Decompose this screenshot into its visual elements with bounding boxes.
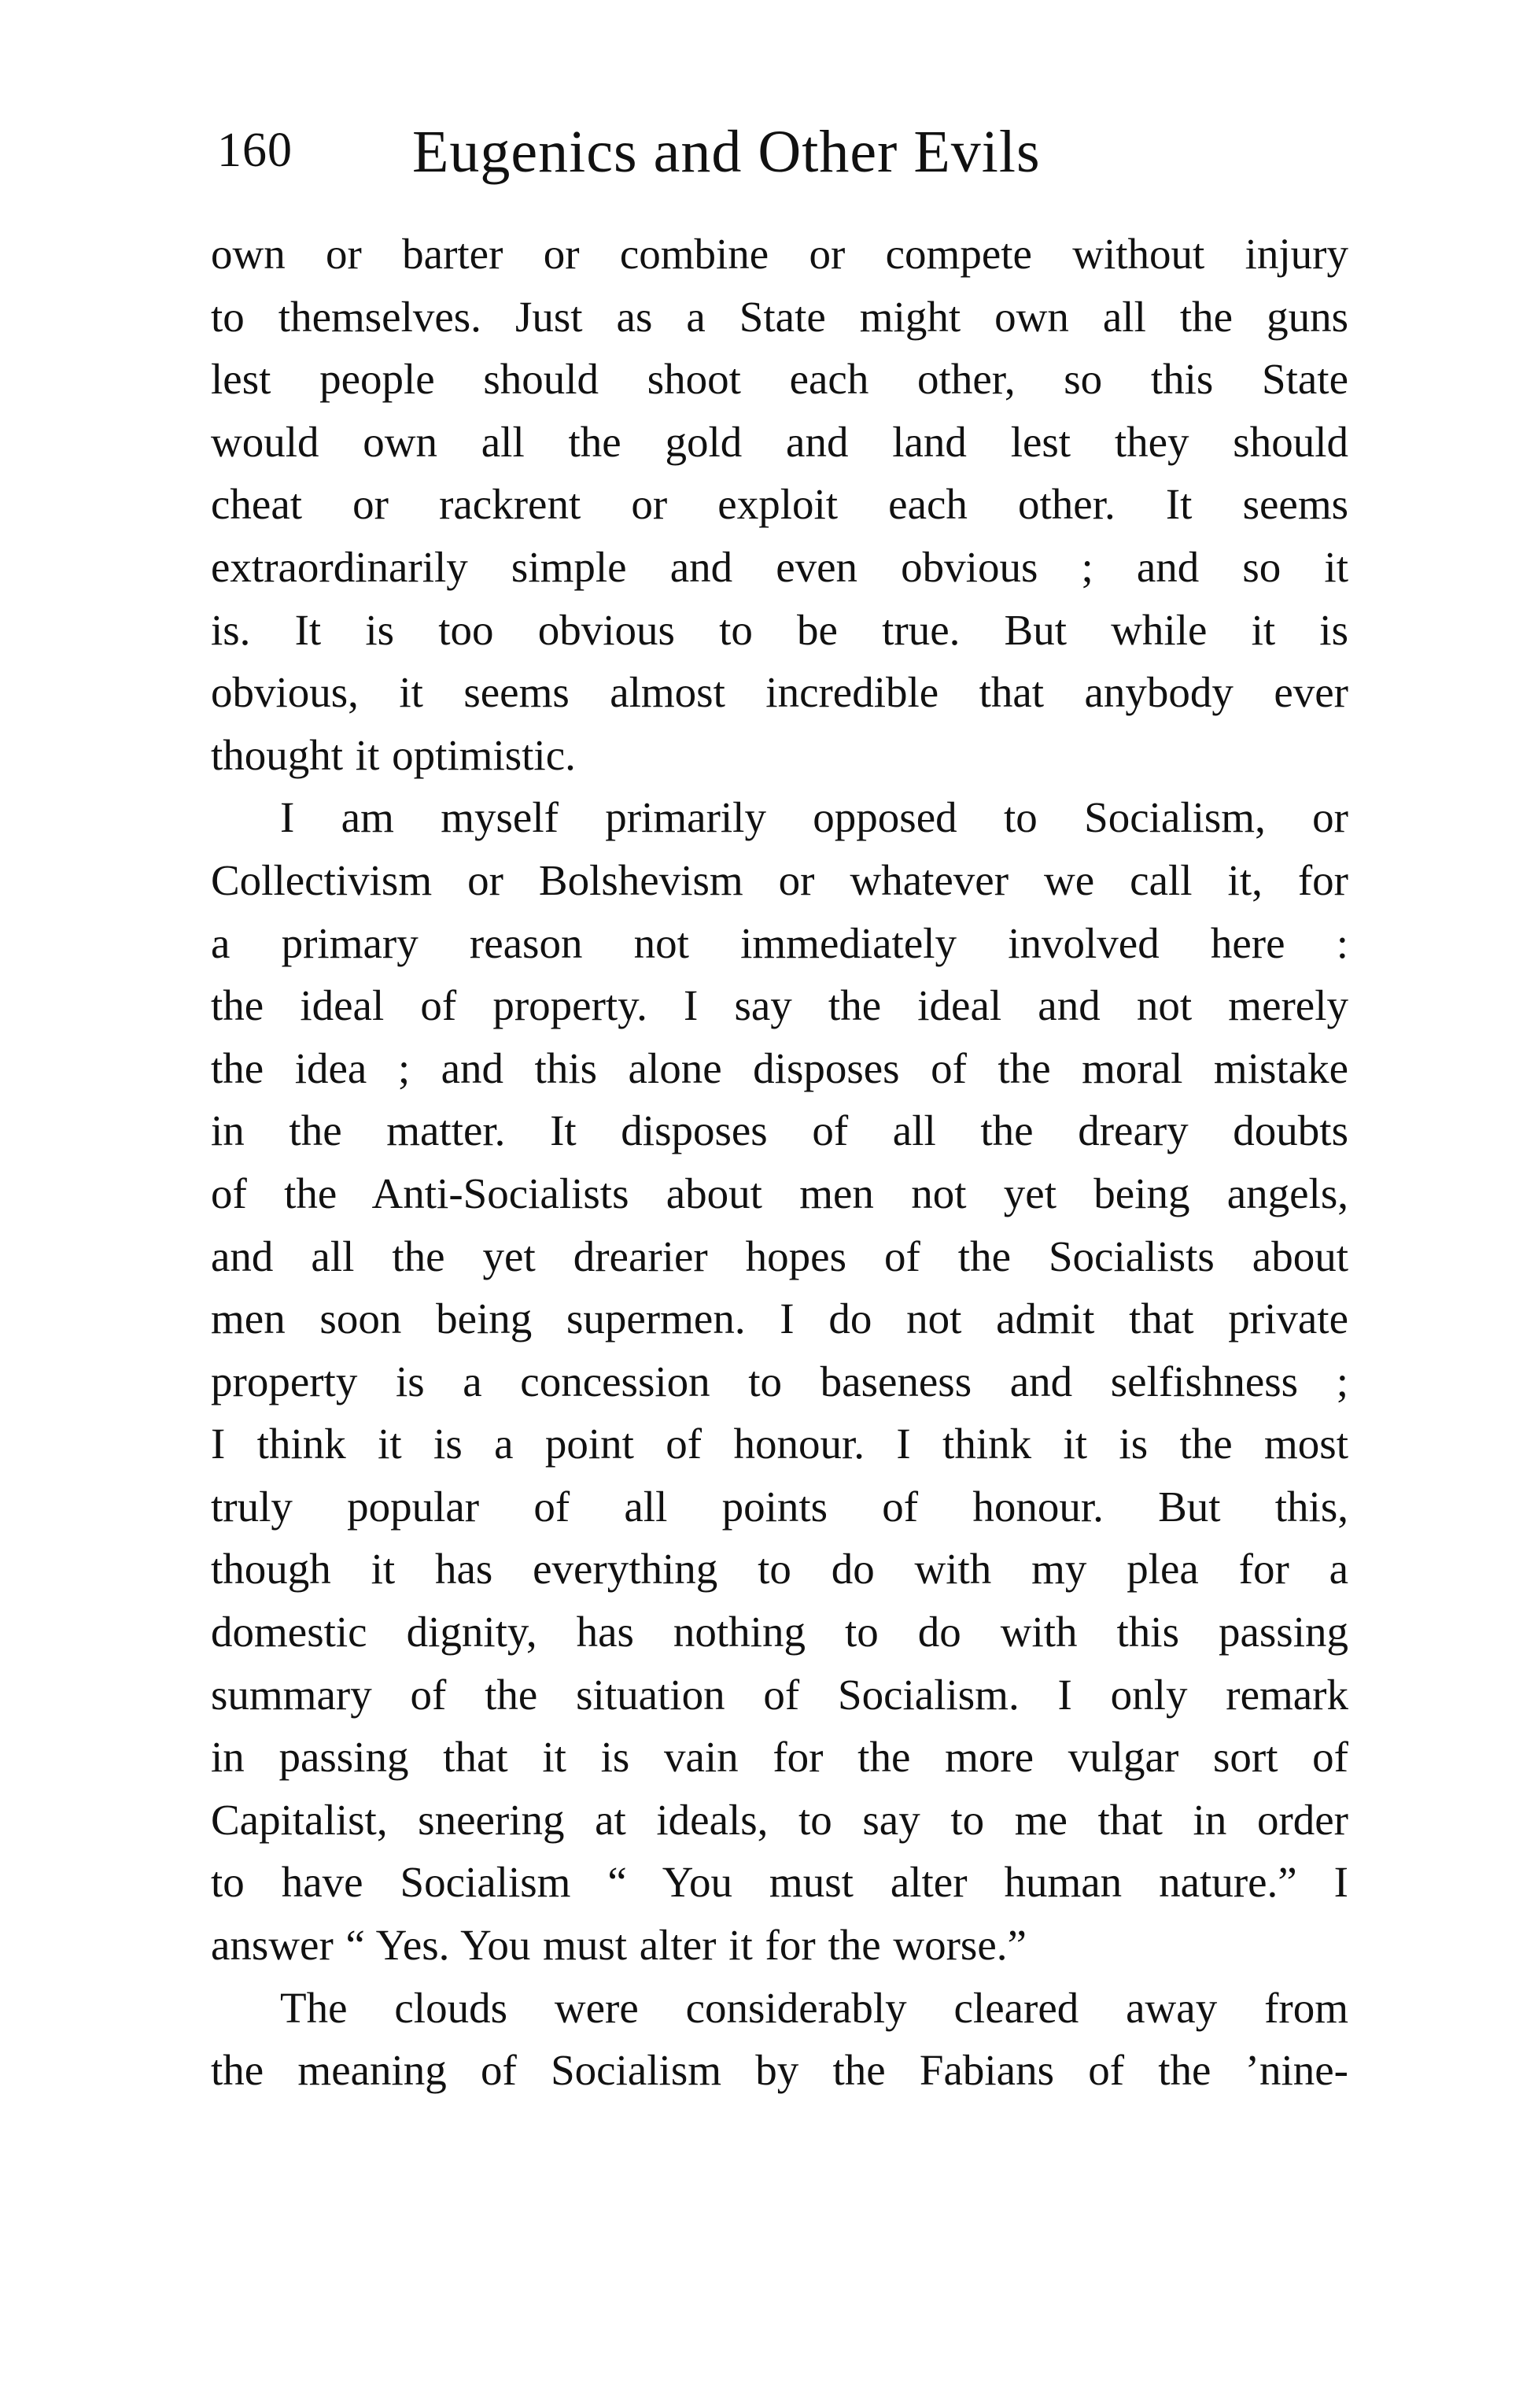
text-line: extraordinarily simple and even obvious ; and so it (211, 542, 1348, 591)
text-line: I think it is a point of honour. I think it is the most (211, 1420, 1348, 1468)
text-line: to themselves. Just as a State might own all the guns (211, 292, 1348, 341)
text-line: in the matter. It disposes of all the dreary doubts (211, 1106, 1348, 1155)
text-line: though it has everything to do with my plea for a (211, 1545, 1348, 1594)
text-line: the idea ; and this alone disposes of the moral mistake (211, 1043, 1348, 1092)
text-line: answer “ Yes. You must alter it for the worse.” (211, 1921, 1027, 1970)
text-line: thought it optimistic. (211, 730, 576, 779)
text-line: the meaning of Socialism by the Fabians of the ’nine- (211, 2046, 1348, 2095)
text-line: lest people should shoot each other, so this State (211, 355, 1348, 404)
running-title: Eugenics and Other Evils (412, 119, 1041, 185)
text-line: Capitalist, sneering at ideals, to say to me that in order (211, 1795, 1348, 1844)
text-line: own or barter or combine or compete without injury (211, 230, 1348, 278)
text-line: the ideal of property. I say the ideal and not merely (211, 981, 1348, 1030)
text-line: obvious, it seems almost incredible that anybody ever (211, 668, 1348, 717)
text-line: to have Socialism “ You must alter human nature.” I (211, 1858, 1348, 1907)
text-line: a primary reason not immediately involved here : (211, 918, 1348, 967)
text-line: men soon being supermen. I do not admit that private (211, 1294, 1348, 1343)
text-line: would own all the gold and land lest they should (211, 417, 1348, 466)
page-number: 160 (217, 124, 293, 177)
text-line: Collectivism or Bolshevism or whatever we call it, for (211, 855, 1348, 904)
text-line: is. It is too obvious to be true. But while it is (211, 605, 1348, 654)
text-line: I am myself primarily opposed to Socialism, or (280, 793, 1348, 842)
text-line: truly popular of all points of honour. But this, (211, 1482, 1348, 1531)
text-line: The clouds were considerably cleared away from (280, 1983, 1348, 2032)
text-line: summary of the situation of Socialism. I only remark (211, 1670, 1348, 1719)
body-text (211, 223, 1348, 2102)
text-line: and all the yet drearier hopes of the Socialists about (211, 1232, 1348, 1280)
text-line: domestic dignity, has nothing to do with this passing (211, 1608, 1348, 1656)
text-line: of the Anti-Socialists about men not yet being angels, (211, 1169, 1348, 1217)
page-header (217, 118, 1350, 197)
text-line: property is a concession to baseness and selfishness ; (211, 1357, 1348, 1405)
text-line: cheat or rackrent or exploit each other. It seems (211, 480, 1348, 529)
text-line: in passing that it is vain for the more vulgar sort of (211, 1733, 1348, 1782)
